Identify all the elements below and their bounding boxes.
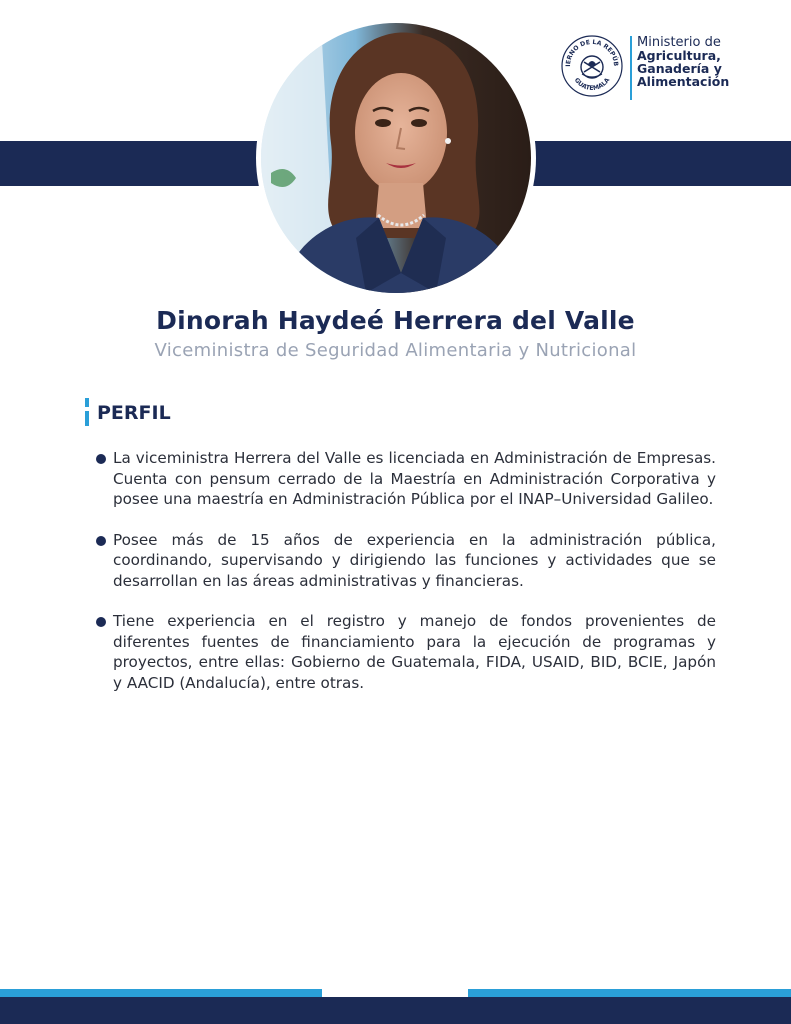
section-accent-mark (85, 398, 89, 426)
ministry-logo (556, 32, 736, 104)
bullet-item (96, 611, 716, 693)
ministry-name (637, 36, 729, 88)
bullet-item (96, 448, 716, 510)
logo-line-2: Agricultura, (637, 48, 721, 63)
logo-divider (630, 36, 632, 100)
portrait-photo (261, 23, 531, 293)
footer-accent-left (0, 989, 322, 997)
person-name: Dinorah Haydeé Herrera del Valle (156, 306, 635, 335)
logo-line-3: Ganadería y (637, 61, 722, 76)
footer-band (0, 997, 791, 1024)
bullet-item (96, 530, 716, 592)
bullet-dot-icon (96, 536, 106, 546)
seal-text-top: IERNO DE LA REPÚB (564, 38, 620, 67)
logo-line-1: Ministerio de (637, 35, 721, 50)
section-title: PERFIL (97, 402, 171, 424)
person-role: Viceministra de Seguridad Alimentaria y Nutricional (154, 340, 637, 361)
logo-line-4: Alimentación (637, 74, 730, 89)
bullet-dot-icon (96, 617, 106, 627)
bullet-text: La viceministra Herrera del Valle es licenciada en Administración de Empresas. Cuenta con pensum cerrado de la Maestría en Administración Corporativa y posee una maestría en Administración Pública por el INAP–Universidad Galileo. (113, 449, 716, 508)
profile-bullets (96, 448, 716, 713)
bullet-text: Posee más de 15 años de experiencia en la administración pública, coordinando, supervisando y dirigiendo las funciones y actividades que se desarrollan en las áreas administrativas y financieras. (113, 530, 716, 590)
footer-accent-right (468, 989, 791, 997)
seal-text-bottom: GUATEMALA (572, 76, 612, 93)
bullet-text: Tiene experiencia en el registro y manejo de fondos provenientes de diferentes fuentes de financiamiento para la ejecución de programas y proyectos, entre ellas: Gobierno de Guatemala, FIDA, USAID, BID, BCIE, Japón y AACID (Andalucía), entre otras. (113, 612, 716, 692)
guatemala-seal-icon (560, 34, 624, 98)
svg-text:GUATEMALA (573, 77, 612, 93)
bullet-dot-icon (96, 454, 106, 464)
